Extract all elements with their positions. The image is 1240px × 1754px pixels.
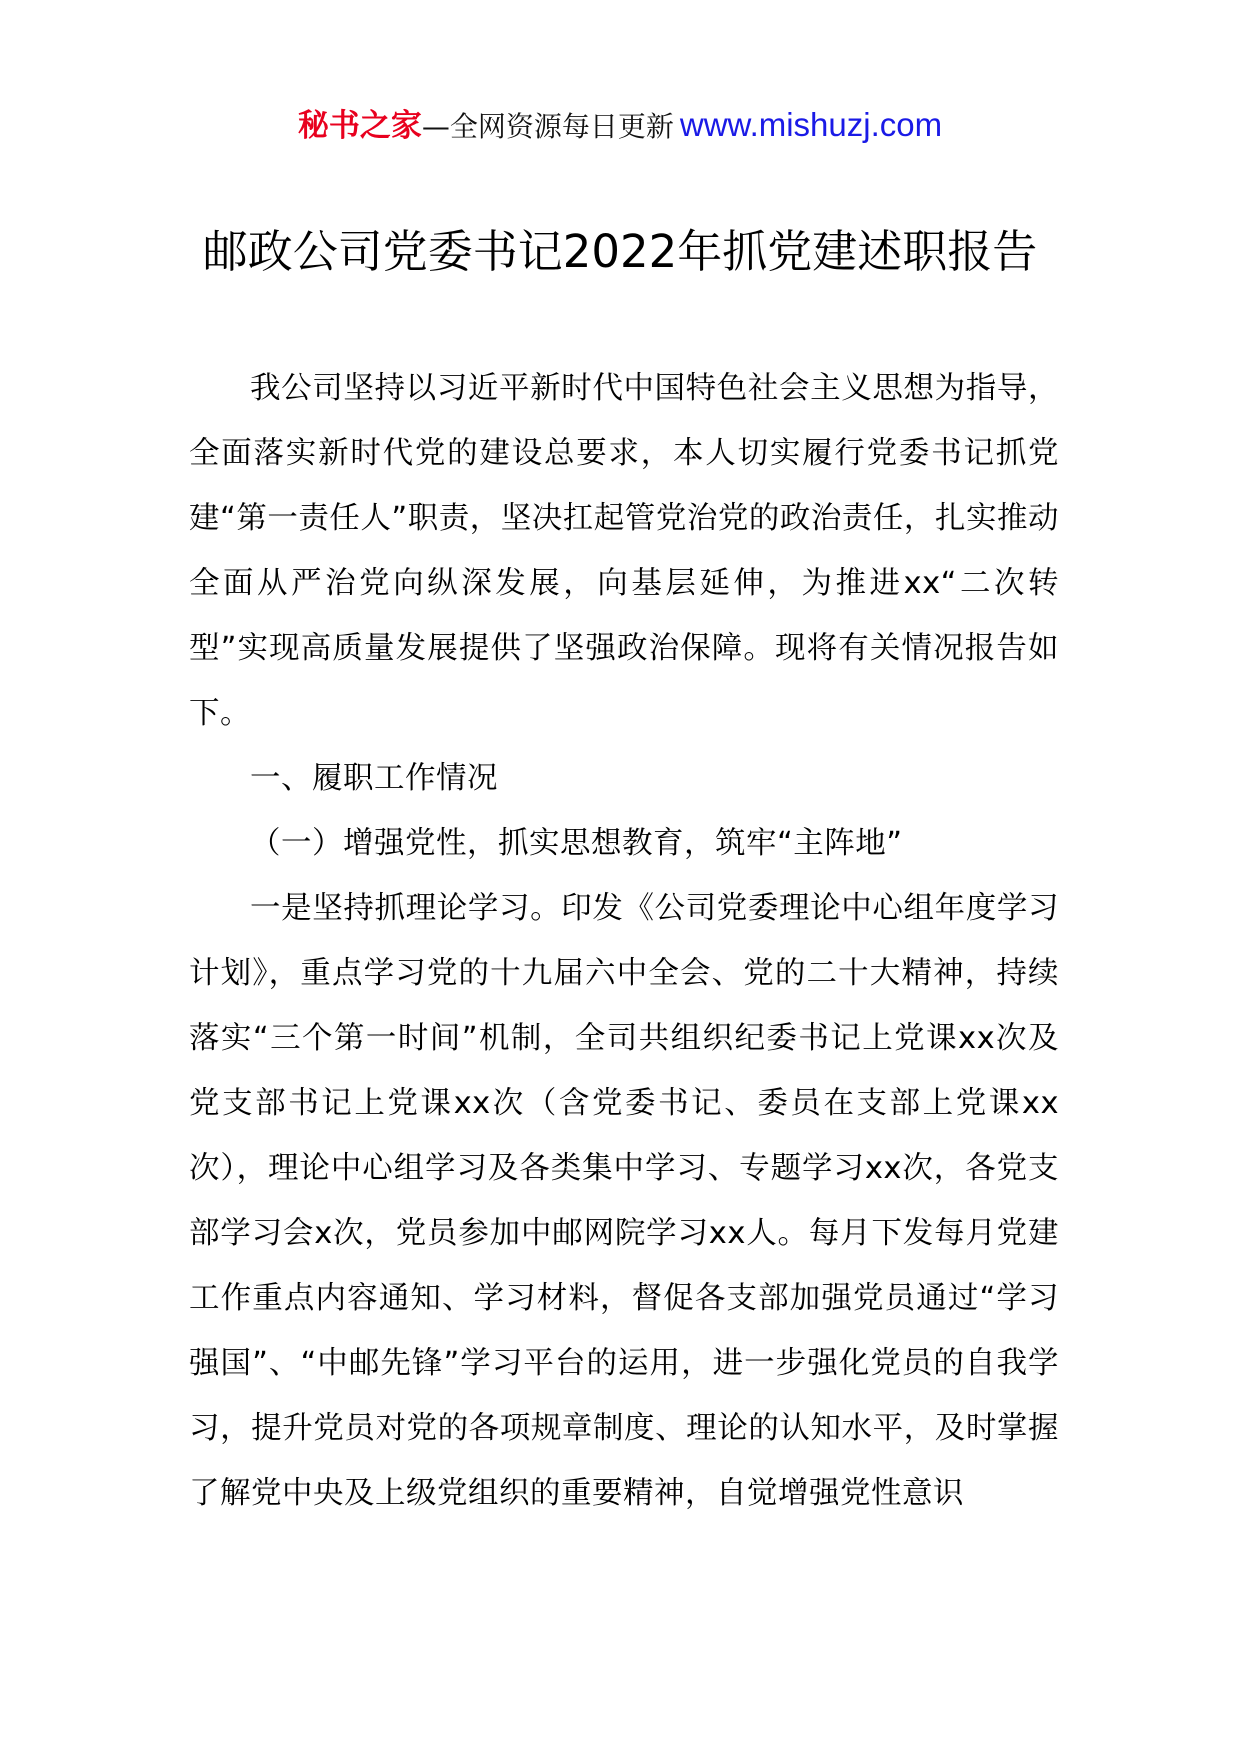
banner-url-link[interactable]: www.mishuzj.com: [679, 106, 943, 143]
site-banner: [0, 100, 1240, 152]
banner-slogan: —全网资源每日更新: [421, 110, 674, 143]
document-title: 邮政公司党委书记2022年抓党建述职报告: [202, 225, 1038, 278]
document-body: [189, 356, 1059, 1526]
subsection-heading: （一）增强党性，抓实思想教育，筑牢“主阵地”: [250, 826, 903, 861]
intro-paragraph: 我公司坚持以习近平新时代中国特色社会主义思想为指导，全面落实新时代党的建设总要求，本人切实履行党委书记抓党建“第一责任人”职责，坚决扛起管党治党的政治责任，扎实推动全面从严治党向纵深发展，向基层延伸，为推进xx“二次转型”实现高质量发展提供了坚强政治保障。现将有关情况报告如下。: [189, 371, 1059, 731]
brand-name: 秘书之家: [297, 108, 422, 144]
section-heading: 一、履职工作情况: [250, 761, 498, 796]
body-paragraph: 一是坚持抓理论学习。印发《公司党委理论中心组年度学习计划》，重点学习党的十九届六中全会、党的二十大精神，持续落实“三个第一时间”机制，全司共组织纪委书记上党课xx次及党支部书记上党课xx次（含党委书记、委员在支部上党课xx次），理论中心组学习及各类集中学习、专题学习xx次，各党支部学习会x次，党员参加中邮网院学习xx人。每月下发每月党建工作重点内容通知、学习材料，督促各支部加强党员通过“学习强国”、“中邮先锋”学习平台的运用，进一步强化党员的自我学习，提升党员对党的各项规章制度、理论的认知水平，及时掌握了解党中央及上级党组织的重要精神，自觉增强党性意识: [189, 891, 1059, 1511]
